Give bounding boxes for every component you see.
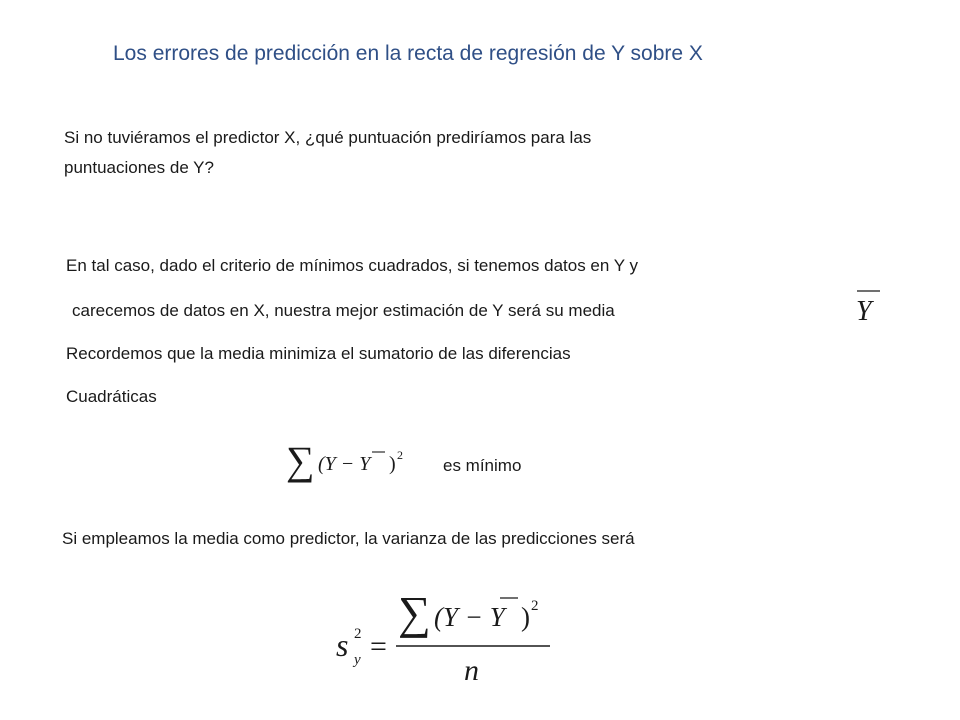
variance-formula: [330, 586, 560, 686]
body-line-3: Recordemos que la media minimiza el sumatorio de las diferencias: [66, 344, 571, 363]
variance-line: Si empleamos la media como predictor, la varianza de las predicciones será: [62, 529, 635, 548]
sum-squares-exponent: 2: [397, 448, 403, 462]
variance-numer: (Y − Y: [434, 602, 505, 632]
variance-sum-sign: ∑: [398, 587, 431, 638]
body-line-1: En tal caso, dado el criterio de mínimos cuadrados, si tenemos datos en Y y: [66, 256, 639, 275]
variance-lhs-sub: y: [354, 652, 361, 668]
variance-equals: =: [370, 630, 387, 663]
variance-numer-close: ): [521, 602, 530, 632]
body-line-2: carecemos de datos en X, nuestra mejor estimación de Y será su media: [72, 301, 615, 320]
sum-squares-expr: (Y − Y: [318, 453, 371, 475]
variance-lhs-sup: 2: [354, 626, 362, 642]
question-line-2: puntuaciones de Y?: [64, 158, 214, 177]
min-label: es mínimo: [443, 456, 522, 475]
variance-denom: n: [464, 654, 479, 686]
sum-squares-close: ): [389, 453, 396, 475]
slide-title: Los errores de predicción en la recta de regresión de Y sobre X: [113, 42, 703, 65]
variance-lhs-base: s: [336, 627, 349, 663]
body-line-4: Cuadráticas: [66, 387, 157, 406]
sum-sign: ∑: [286, 438, 315, 483]
variance-numer-exp: 2: [531, 598, 539, 614]
mean-symbol-text: Y: [856, 296, 872, 326]
question-line-1: Si no tuviéramos el predictor X, ¿qué puntuación prediríamos para las: [64, 128, 592, 147]
sum-squares-formula: [286, 432, 416, 484]
mean-symbol-formula: [848, 282, 888, 326]
